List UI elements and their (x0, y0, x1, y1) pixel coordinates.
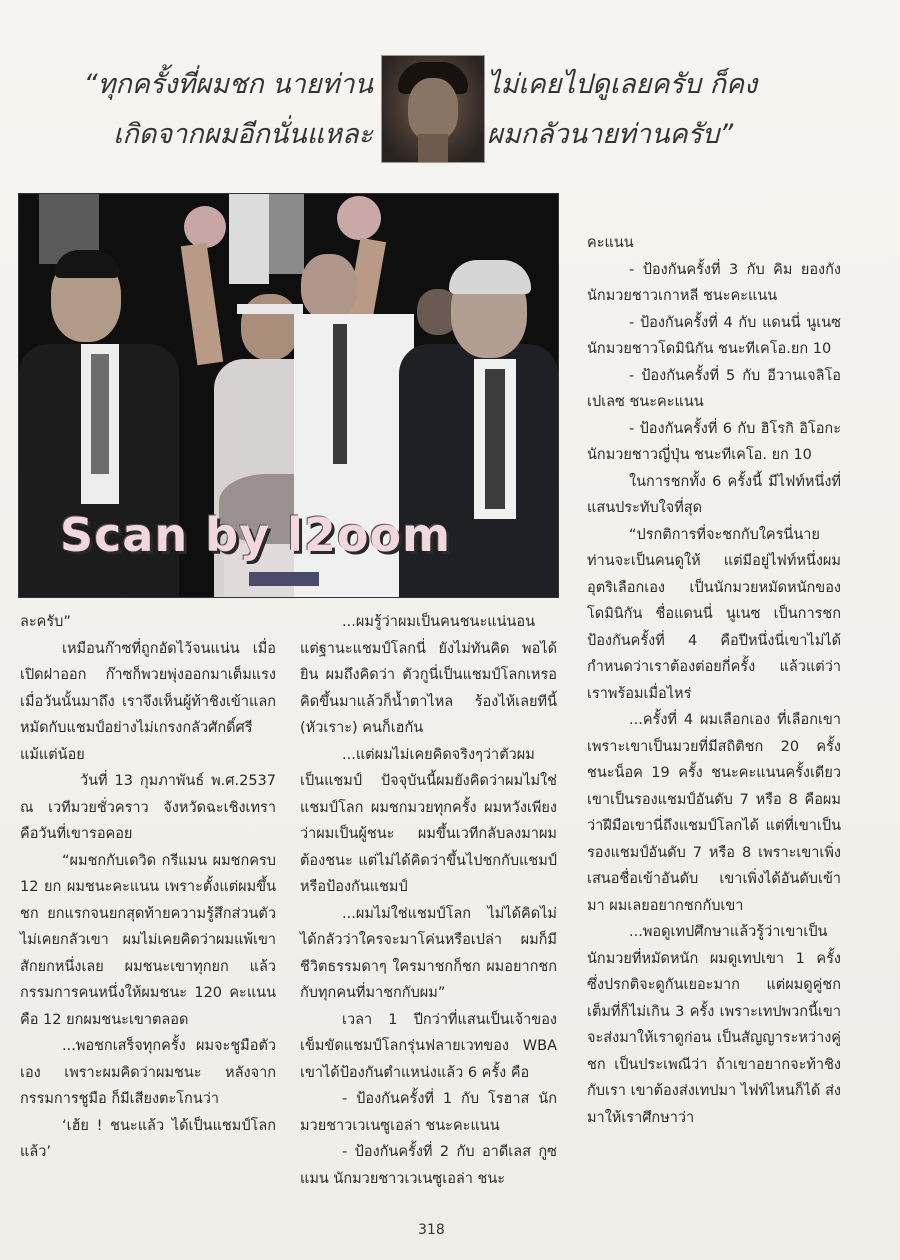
list-item: - ป้องกันครั้งที่ 3 กับ คิม ยองกัง นักมวยชาวเกาหลี ชนะคะแนน (587, 261, 841, 304)
paragraph: ในการชกทั้ง 6 ครั้งนี้ มีไฟท์หนึ่งที่แสนประทับใจที่สุด (587, 473, 841, 516)
paragraph: ...พอชกเสร็จทุกครั้ง ผมจะชูมือตัวเอง เพราะผมคิดว่าผมชนะ หลังจากกรรมการชูมือ ก็มีเสียงตะโกนว่า (20, 1038, 276, 1107)
list-item: - ป้องกันครั้งที่ 6 กับ ฮิโรกิ อิโอกะ นักมวยชาวญี่ปุ่น ชนะทีเคโอ. ยก 10 (587, 420, 841, 463)
paragraph: เวลา 1 ปีกว่าที่แสนเป็นเจ้าของเข็มขัดแชมป์โลกรุ่นฟลายเวทของ WBA เขาได้ป้องกันตำแหน่งแล้ว 6 ครั้ง คือ (300, 1011, 557, 1081)
paragraph: “ผมชกกับเดวิด กรีแมน ผมชกครบ 12 ยก ผมชนะคะแนน เพราะตั้งแต่ผมขึ้นชก ยกแรกจนยกสุดท้ายความรู้สึกส่วนตัวไม่เคยกลัวเขา ผมไม่เคยคิดว่าผมแพ้เขาสักยกหนึ่งเลย ผมชนะเขาทุกยก แล้วกรรมการคนหนึ่งให้ผมชนะ 120 คะแนน คือ 12 ยกผมชนะเขาตลอด (20, 852, 276, 1028)
paragraph: ละครับ” (20, 614, 71, 630)
page-number: 318 (418, 1222, 445, 1238)
paragraph: ...ครั้งที่ 4 ผมเลือกเอง ที่เลือกเขาเพราะเขาเป็นมวยที่มีสถิติชก 20 ครั้ง ชนะน็อค 19 ครั้ง ชนะคะแนนครั้งเดียว เขาเป็นรองแชมป์อันดับ 7 หรือ 8 คือผมว่าฝีมือเขานี่ถึงแชมป์โลกได้ แต่ที่เขาเป็นรองแชมป์อันดับ 7 หรือ 8 เพราะเขาเพิ่งเสนอชื่อเข้าอันดับ เขาเพิ่งได้อันดับเข้ามา ผมเลยอยากชกกับเขา (587, 712, 841, 914)
pull-quote-line: เกิดจากผมอีกนั่นแหละ (113, 119, 373, 150)
pull-quote-line: ผมกลัวนายท่านครับ” (487, 119, 734, 150)
article-column-3 (587, 230, 841, 1131)
pull-quote-left (84, 60, 373, 160)
paragraph: ...ผมไม่ใช่แชมป์โลก ไม่ได้คิดไม่ได้กลัวว่าใครจะมาโค่นหรือเปล่า ผมก็มีชีวิตธรรมดาๆ ใครมาชกก็ชก ผมอยากชกกับทุกคนที่มาชกกับผม” (300, 905, 557, 1001)
pull-quote-line: “ทุกครั้งที่ผมชก นายท่าน (83, 69, 373, 100)
list-item: - ป้องกันครั้งที่ 2 กับ อาดีเลส กูซแมน นักมวยชาวเวเนซูเอล่า ชนะ (300, 1144, 557, 1187)
paragraph: ...พอดูเทปศึกษาแล้วรู้ว่าเขาเป็นนักมวยที่หมัดหนัก ผมดูเทปเขา 1 ครั้ง ซึ่งปรกติจะดูกันเยอะมาก แต่ผมดูคู่ชกเต็มที่ก็ไม่เกิน 3 ครั้ง เพราะเทปพวกนี้เขาจะส่งมาให้เราดูก่อน เป็นสัญญาระหว่างคู่ชก เป็นประเพณีว่า ถ้าเขาอยากจะท้าชิงกับเรา เขาต้องส่งเทปมา ไฟท์ไหนก็ได้ ส่งมาให้เราศึกษาว่า (587, 924, 841, 1126)
pull-quote-right (487, 60, 757, 160)
article-column-2 (300, 609, 557, 1192)
paragraph: เหมือนก๊าซที่ถูกอัดไว้จนแน่น เมื่อเปิดฝาออก ก๊าซก็พวยพุ่งออกมาเต็มแรง เมื่อวันนั้นมาถึง เราจึงเห็นผู้ท้าชิงเข้าแลกหมัดกับแชมป์อย่างไม่เกรงกลัวศักดิ์ศรีแม้แต่น้อย (20, 640, 276, 763)
paragraph: “ปรกติการที่จะชกกับใครนี่นายท่านจะเป็นคนดูให้ แต่มีอยู่ไฟท์หนึ่งผมอุตริเลือกเอง เป็นนักมวยหมัดหนักของโดมินิกัน ชื่อแดนนี่ นูเนซ เป็นการชกป้องกันครั้งที่ 4 คือปีหนึ่งนี่เขาไม่ได้กำหนดว่าเราต้องต่อยกี่ครั้ง แล้วแต่ว่าเราพร้อมเมื่อไหร่ (587, 526, 841, 702)
scan-watermark: Scan by l2oom (60, 508, 452, 562)
paragraph: ...ผมรู้ว่าผมเป็นคนชนะแน่นอน แต่ฐานะแชมป์โลกนี่ ยังไม่ทันคิด พอได้ยิน ผมถึงคิดว่า ตัวกูนี่เป็นแชมป์โลกเหรอ คิดขึ้นมาแล้วก็น้ำตาไหล ร้องไห้เลยทีนี้ (หัวเราะ) คนก็เฮกัน (300, 614, 557, 736)
paragraph: ...แต่ผมไม่เคยคิดจริงๆว่าตัวผมเป็นแชมป์ ปัจจุบันนี้ผมยังคิดว่าผมไม่ใช่แชมป์โลก ผมชกมวยทุกครั้ง ผมหวังเพียงว่าผมเป็นผู้ชนะ ผมขึ้นเวทีกลับลงมาผมต้องชนะ แต่ไม่ได้คิดว่าขึ้นไปชกกับแชมป์ หรือป้องกันแชมป์ (300, 746, 557, 895)
list-item: - ป้องกันครั้งที่ 5 กับ อีวานเจลิโอ เปเลซ ชนะคะแนน (587, 367, 841, 410)
boxer-portrait-photo (381, 55, 485, 163)
paragraph: ‘เฮ้ย ! ชนะแล้ว ได้เป็นแชมป์โลกแล้ว’ (20, 1117, 276, 1160)
article-column-1 (20, 609, 276, 1166)
paragraph: วันที่ 13 กุมภาพันธ์ พ.ศ.2537 ณ เวทีมวยชั่วคราว จังหวัดฉะเชิงเทรา คือวันที่เขารอคอย (20, 773, 276, 842)
paragraph: คะแนน (587, 235, 634, 251)
list-item: - ป้องกันครั้งที่ 1 กับ โรฮาส นักมวยชาวเวเนซูเอล่า ชนะคะแนน (300, 1091, 557, 1134)
pull-quote-line: ไม่เคยไปดูเลยครับ ก็คง (487, 69, 758, 100)
list-item: - ป้องกันครั้งที่ 4 กับ แดนนี่ นูเนซ นักมวยชาวโดมินิกัน ชนะทีเคโอ.ยก 10 (587, 314, 841, 357)
